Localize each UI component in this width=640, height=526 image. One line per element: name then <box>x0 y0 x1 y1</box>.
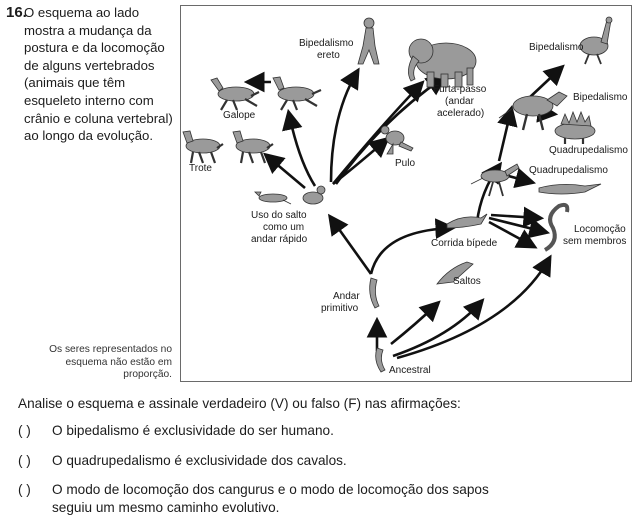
label-uso-salto-3: andar rápido <box>251 234 308 245</box>
label-ancestral: Ancestral <box>389 365 431 376</box>
label-quadrupedalismo-2: Quadrupedalismo <box>529 165 608 176</box>
label-bipedalismo-ereto-2: ereto <box>317 50 340 61</box>
arrow-to-sem-membros <box>397 259 549 358</box>
label-bipedalismo-ereto: Bipedalismo <box>299 38 354 49</box>
evolution-diagram <box>180 5 632 382</box>
statement-1 <box>18 422 334 440</box>
statement-1-text: O bipedalismo é exclusividade do ser humano. <box>52 423 334 438</box>
label-locomocao: Locomoção <box>574 224 626 235</box>
label-uso-salto-2: como um <box>263 222 305 233</box>
ancestral-creature <box>376 348 385 372</box>
statement-2 <box>18 452 347 470</box>
trotting-horse-2 <box>233 131 273 163</box>
question-intro: O esquema ao lado mostra a mudança da postura e da locomoção de alguns vertebrados (animais que têm esqueleto interno com crânio e coluna vertebral) ao longo da evolução. <box>24 5 173 144</box>
trex-figure <box>499 92 567 130</box>
diagram-labels <box>189 38 628 376</box>
arrow-to-uso-salto <box>331 218 371 274</box>
small-mammal-1 <box>255 192 291 204</box>
label-galope: Galope <box>223 110 256 121</box>
arrow-to-corrida-short <box>393 302 481 356</box>
label-andar-primitivo-2: primitivo <box>321 303 359 314</box>
statement-2-text: O quadrupedalismo é exclusividade dos cavalos. <box>52 453 347 468</box>
small-bipedal-dino <box>471 164 519 196</box>
label-furta-passo-2: (andar <box>445 96 474 107</box>
arrow-to-bipedalismo-ereto <box>331 72 357 182</box>
label-corrida-bipede: Corrida bípede <box>431 238 498 249</box>
statement-3-text-cont: seguiu um mesmo caminho evolutivo. <box>52 500 280 515</box>
arrow-to-serpente <box>489 218 545 232</box>
primitive-walker <box>370 278 379 308</box>
statement-3 <box>18 481 489 517</box>
human-figure <box>358 18 379 64</box>
question-number: 16. <box>6 4 27 21</box>
arrow-to-trex <box>499 110 511 161</box>
label-furta-passo: Furta-passo <box>433 84 487 95</box>
diagram-note: Os seres representados no esquema não estão em proporção. <box>49 344 172 381</box>
trotting-horse-1 <box>183 131 223 163</box>
label-bipedalismo-top: Bipedalismo <box>529 42 584 53</box>
small-mammal-2 <box>303 186 325 204</box>
stegosaurus-figure <box>555 112 595 144</box>
arrow-to-trote <box>267 156 305 188</box>
galloping-horse-2 <box>273 77 321 110</box>
evolution-diagram-svg <box>181 6 631 381</box>
label-saltos: Saltos <box>453 276 481 287</box>
label-locomocao-2: sem membros <box>563 236 627 247</box>
animal-figures <box>183 17 612 372</box>
arrow-to-galope <box>289 114 315 186</box>
elephant-figure <box>408 39 476 87</box>
running-lizard <box>447 214 487 228</box>
answer-box-2[interactable]: ( ) <box>18 453 31 468</box>
arrow-to-lagarto-2 <box>491 215 539 218</box>
label-pulo: Pulo <box>395 158 416 169</box>
label-andar-primitivo: Andar <box>333 291 360 302</box>
answer-box-1[interactable]: ( ) <box>18 423 31 438</box>
label-quadrupedalismo-1: Quadrupedalismo <box>549 145 628 156</box>
answer-box-3[interactable]: ( ) <box>18 482 31 497</box>
ostrich-figure <box>580 17 612 64</box>
instruction-text: Analise o esquema e assinale verdadeiro (V) ou falso (F) nas afirmações: <box>18 396 461 411</box>
label-bipedalismo-mid: Bipedalismo <box>573 92 628 103</box>
label-uso-salto: Uso do salto <box>251 210 307 221</box>
arrow-to-saltos <box>391 304 437 344</box>
label-trote: Trote <box>189 163 212 174</box>
statement-3-text: O modo de locomoção dos cangurus e o modo de locomoção dos sapos <box>52 482 489 497</box>
arrow-to-corrida-bipede <box>371 228 451 274</box>
crocodile-figure <box>539 184 601 194</box>
label-furta-passo-3: acelerado) <box>437 108 485 119</box>
